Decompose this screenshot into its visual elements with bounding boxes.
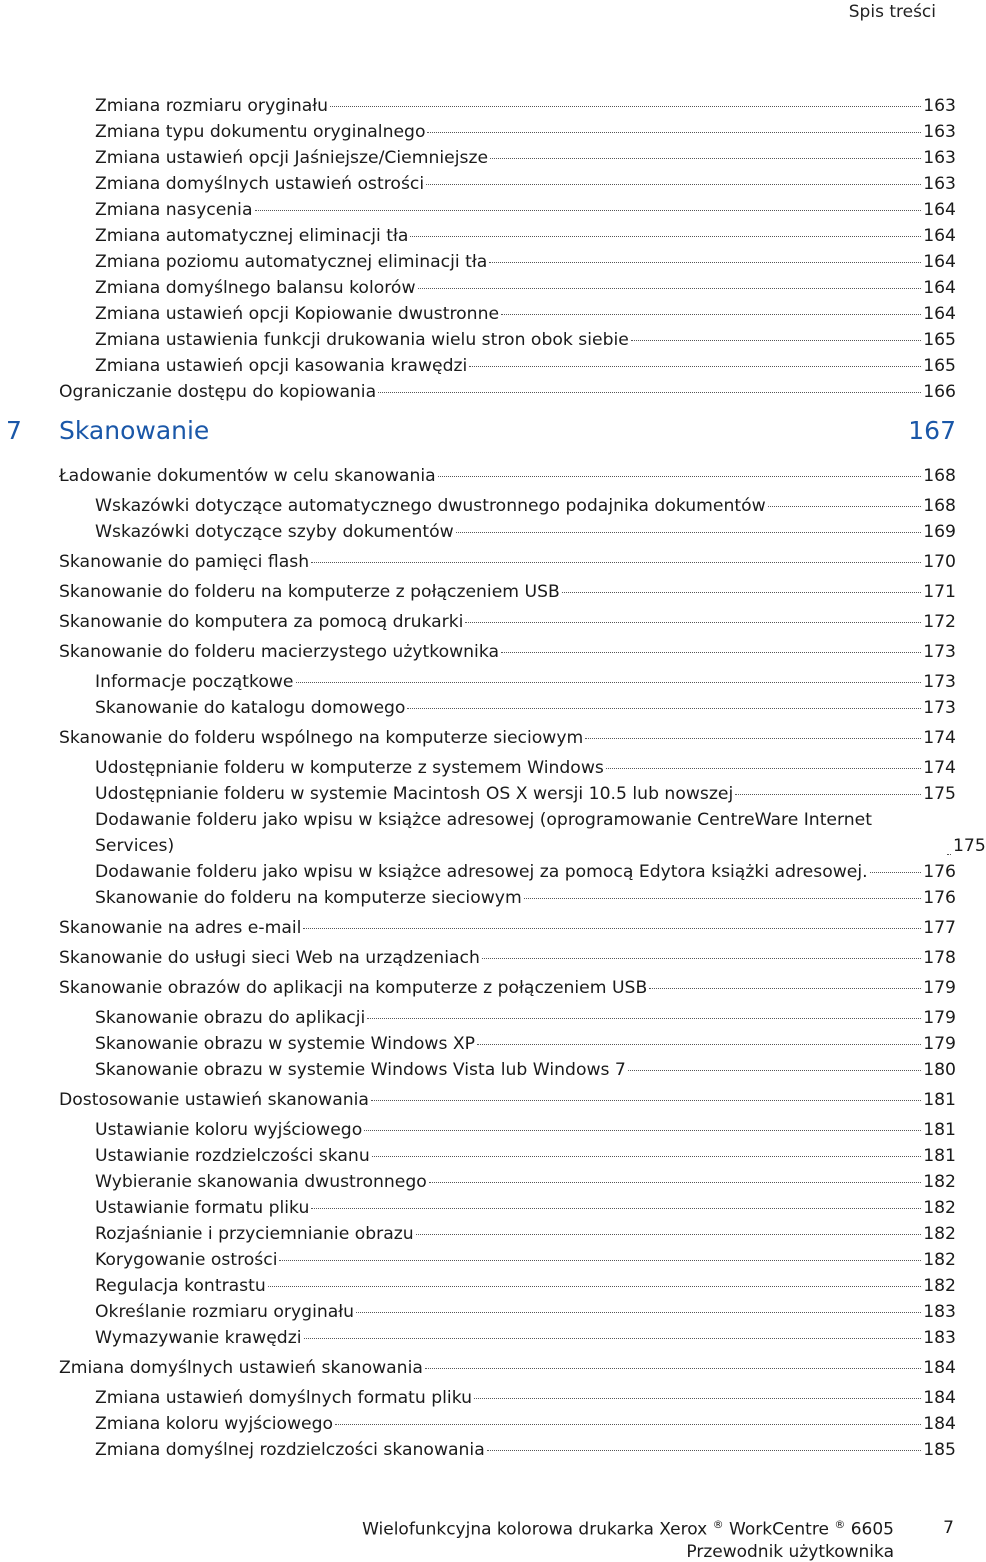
toc-entry-title: Zmiana poziomu automatycznej eliminacji tła xyxy=(95,252,488,272)
toc-entry[interactable] xyxy=(0,1299,956,1325)
toc-entry-page: 168 xyxy=(923,466,956,486)
toc-entry[interactable] xyxy=(0,1031,956,1057)
toc-entry-page: 163 xyxy=(923,96,956,116)
toc-entry-page: 170 xyxy=(923,552,956,572)
dot-leader xyxy=(649,988,921,989)
toc-entry[interactable] xyxy=(0,975,956,1001)
toc-entry-page: 166 xyxy=(923,382,956,402)
toc-entry[interactable] xyxy=(0,379,956,405)
toc-entry[interactable] xyxy=(0,197,956,223)
dot-leader xyxy=(356,1312,921,1313)
toc-entry-title: Skanowanie do katalogu domowego xyxy=(95,698,406,718)
toc-entry-title: Ustawianie formatu pliku xyxy=(95,1198,310,1218)
toc-entry[interactable] xyxy=(0,695,956,721)
toc-entry-page: 164 xyxy=(923,278,956,298)
toc-entry[interactable] xyxy=(0,1195,956,1221)
toc-entry-title: Zmiana rozmiaru oryginału xyxy=(95,96,329,116)
dot-leader xyxy=(631,340,921,341)
toc-entry-page: 164 xyxy=(923,304,956,324)
dot-leader xyxy=(429,1182,921,1183)
registered-mark: ® xyxy=(712,1518,724,1531)
toc-entry-page: 184 xyxy=(923,1388,956,1408)
toc-entry[interactable] xyxy=(0,1221,956,1247)
toc-entry[interactable] xyxy=(0,669,956,695)
toc-entry-page: 181 xyxy=(923,1090,956,1110)
toc-entry-title: Informacje początkowe xyxy=(95,672,294,692)
toc-entry-title: Skanowanie do folderu macierzystego użytkownika xyxy=(59,642,500,662)
toc-entry[interactable] xyxy=(0,1355,956,1381)
toc-entry-title: Skanowanie do folderu wspólnego na komputerze sieciowym xyxy=(59,728,584,748)
footer-guide: Przewodnik użytkownika xyxy=(686,1542,894,1562)
toc-entry-page: 163 xyxy=(923,122,956,142)
toc-entry-page: 182 xyxy=(923,1250,956,1270)
dot-leader xyxy=(255,210,922,211)
toc-entry[interactable] xyxy=(0,1247,956,1273)
toc-entry-title: Ograniczanie dostępu do kopiowania xyxy=(59,382,377,402)
dot-leader xyxy=(469,366,921,367)
toc-top-list xyxy=(0,93,956,405)
toc-entry-title: Udostępnianie folderu w systemie Macintosh OS X wersji 10.5 lub nowszej xyxy=(95,784,734,804)
toc-entry-page: 169 xyxy=(923,522,956,542)
toc-entry-title: Zmiana ustawień opcji Jaśniejsze/Ciemniejsze xyxy=(95,148,489,168)
toc-entry-title: Skanowanie do pamięci flash xyxy=(59,552,310,572)
toc-entry-page: 173 xyxy=(923,698,956,718)
dot-leader xyxy=(335,1424,921,1425)
toc-entry-title: Skanowanie do komputera za pomocą drukarki xyxy=(59,612,464,632)
dot-leader xyxy=(279,1260,921,1261)
dot-leader xyxy=(477,1044,921,1045)
dot-leader xyxy=(304,1338,922,1339)
toc-entry-title: Zmiana nasycenia xyxy=(95,200,253,220)
toc-entry-page: 164 xyxy=(923,252,956,272)
toc-entry[interactable] xyxy=(0,945,956,971)
dot-leader xyxy=(501,314,921,315)
toc-entry-page: 163 xyxy=(923,174,956,194)
dot-leader xyxy=(311,1208,921,1209)
dot-leader xyxy=(364,1130,921,1131)
dot-leader xyxy=(311,562,921,563)
toc-entry[interactable] xyxy=(0,493,956,519)
toc-entry-page: 164 xyxy=(923,226,956,246)
toc-entry-page: 181 xyxy=(923,1146,956,1166)
toc-entry[interactable] xyxy=(0,579,956,605)
toc-entry-page: 183 xyxy=(923,1302,956,1322)
toc-entry-title: Dodawanie folderu jako wpisu w książce adresowej (oprogramowanie CentreWare Internet Services) xyxy=(95,810,872,856)
toc-entry[interactable] xyxy=(0,171,956,197)
toc-entry-page: 175 xyxy=(953,836,986,856)
toc-entry[interactable] xyxy=(0,609,956,635)
toc-entry[interactable] xyxy=(0,223,956,249)
toc-entry-title: Zmiana domyślnych ustawień skanowania xyxy=(59,1358,423,1378)
toc-entry[interactable] xyxy=(0,639,956,665)
dot-leader xyxy=(474,1398,921,1399)
toc-entry-page: 171 xyxy=(923,582,956,602)
dot-leader xyxy=(735,794,921,795)
toc-chapter-list xyxy=(0,463,986,1463)
toc-entry[interactable] xyxy=(0,859,956,885)
toc-entry[interactable] xyxy=(0,1057,956,1083)
dot-leader xyxy=(367,1018,921,1019)
toc-entry[interactable] xyxy=(0,915,956,941)
toc-entry-title: Zmiana typu dokumentu oryginalnego xyxy=(95,122,426,142)
toc-entry-page: 175 xyxy=(923,784,956,804)
toc-entry[interactable] xyxy=(0,1411,956,1437)
toc-entry[interactable] xyxy=(0,549,956,575)
toc-entry[interactable] xyxy=(0,275,956,301)
chapter-title: Skanowanie xyxy=(59,416,210,445)
toc-entry-title: Korygowanie ostrości xyxy=(95,1250,278,1270)
toc-entry-page: 173 xyxy=(923,672,956,692)
dot-leader xyxy=(378,392,921,393)
toc-entry-title: Skanowanie do usługi sieci Web na urządzeniach xyxy=(59,948,480,968)
dot-leader xyxy=(524,898,922,899)
toc-entry-title: Dodawanie folderu jako wpisu w książce adresowej za pomocą Edytora książki adresowej. xyxy=(95,862,868,882)
toc-entry[interactable] xyxy=(0,1005,956,1031)
toc-entry[interactable] xyxy=(0,1117,956,1143)
section-header: Spis treści xyxy=(848,2,936,22)
dot-leader xyxy=(490,158,921,159)
toc-entry-title: Zmiana automatycznej eliminacji tła xyxy=(95,226,409,246)
dot-leader xyxy=(268,1286,921,1287)
dot-leader xyxy=(303,928,921,929)
toc-entry[interactable] xyxy=(0,93,956,119)
toc-entry-title: Ładowanie dokumentów w celu skanowania xyxy=(59,466,436,486)
dot-leader xyxy=(296,682,922,683)
dot-leader xyxy=(372,1156,921,1157)
toc-entry-title: Zmiana ustawień opcji Kopiowanie dwustronne xyxy=(95,304,500,324)
toc-entry[interactable] xyxy=(0,249,956,275)
toc-entry[interactable] xyxy=(0,1385,956,1411)
toc-entry-page: 179 xyxy=(923,1008,956,1028)
toc-entry-page: 176 xyxy=(923,862,956,882)
toc-entry[interactable] xyxy=(0,1437,956,1463)
dot-leader xyxy=(456,532,921,533)
toc-entry[interactable] xyxy=(0,885,956,911)
toc-entry-title: Skanowanie obrazów do aplikacji na komputerze z połączeniem USB xyxy=(59,978,648,998)
dot-leader xyxy=(947,854,951,855)
toc-entry-title: Skanowanie do folderu na komputerze sieciowym xyxy=(95,888,522,908)
toc-entry-title: Zmiana koloru wyjściowego xyxy=(95,1414,334,1434)
toc-entry-page: 172 xyxy=(923,612,956,632)
toc-entry-page: 165 xyxy=(923,356,956,376)
dot-leader xyxy=(489,262,921,263)
toc-entry-title: Zmiana ustawień domyślnych formatu pliku xyxy=(95,1388,473,1408)
toc-entry[interactable] xyxy=(0,519,956,545)
toc-entry-page: 184 xyxy=(923,1358,956,1378)
toc-entry-page: 182 xyxy=(923,1172,956,1192)
toc-entry-title: Zmiana domyślnej rozdzielczości skanowania xyxy=(95,1440,485,1460)
toc-entry-title: Rozjaśnianie i przyciemnianie obrazu xyxy=(95,1224,414,1244)
toc-entry[interactable] xyxy=(0,1169,956,1195)
toc-entry[interactable] xyxy=(0,725,956,751)
toc-entry-page: 165 xyxy=(923,330,956,350)
toc-entry-title: Wskazówki dotyczące szyby dokumentów xyxy=(95,522,454,542)
toc-entry[interactable] xyxy=(0,1325,956,1351)
toc-entry[interactable] xyxy=(0,301,956,327)
toc-entry-page: 164 xyxy=(923,200,956,220)
toc-entry-title: Skanowanie obrazu w systemie Windows Vista lub Windows 7 xyxy=(95,1060,626,1080)
toc-entry-title: Zmiana ustawień opcji kasowania krawędzi xyxy=(95,356,468,376)
dot-leader xyxy=(410,236,921,237)
toc-entry-title: Wymazywanie krawędzi xyxy=(95,1328,302,1348)
toc-entry-title: Wskazówki dotyczące automatycznego dwustronnego podajnika dokumentów xyxy=(95,496,766,516)
toc-entry[interactable] xyxy=(0,781,956,807)
registered-mark-2: ® xyxy=(834,1518,846,1531)
toc-entry-page: 182 xyxy=(923,1276,956,1296)
toc-entry-page: 179 xyxy=(923,978,956,998)
toc-entry-title: Udostępnianie folderu w komputerze z systemem Windows xyxy=(95,758,604,778)
toc-entry-page: 184 xyxy=(923,1414,956,1434)
toc-entry-title: Ustawianie rozdzielczości skanu xyxy=(95,1146,370,1166)
toc-entry-page: 174 xyxy=(923,728,956,748)
dot-leader xyxy=(418,288,922,289)
toc-entry-title: Skanowanie obrazu w systemie Windows XP xyxy=(95,1034,475,1054)
toc-entry-title: Skanowanie na adres e-mail xyxy=(59,918,302,938)
toc-entry-title: Zmiana domyślnych ustawień ostrości xyxy=(95,174,425,194)
toc-entry-page: 173 xyxy=(923,642,956,662)
toc-entry-title: Ustawianie koloru wyjściowego xyxy=(95,1120,363,1140)
footer-model-number: 6605 xyxy=(850,1519,894,1540)
footer-product xyxy=(362,1518,894,1540)
toc-entry-page: 176 xyxy=(923,888,956,908)
toc-entry-title: Dostosowanie ustawień skanowania xyxy=(59,1090,369,1110)
toc-entry-page: 180 xyxy=(923,1060,956,1080)
toc-entry-page: 163 xyxy=(923,148,956,168)
toc-entry-title: Określanie rozmiaru oryginału xyxy=(95,1302,355,1322)
chapter-heading[interactable] xyxy=(0,409,956,453)
chapter-page: 167 xyxy=(908,416,956,445)
dot-leader xyxy=(465,622,921,623)
page-number: 7 xyxy=(943,1518,954,1538)
dot-leader xyxy=(371,1100,921,1101)
toc-entry-title: Zmiana domyślnego balansu kolorów xyxy=(95,278,416,298)
footer-product-model: WorkCentre xyxy=(729,1519,829,1540)
dot-leader xyxy=(606,768,921,769)
toc-entry-title: Regulacja kontrastu xyxy=(95,1276,266,1296)
toc-entry[interactable] xyxy=(0,119,956,145)
toc-entry-page: 174 xyxy=(923,758,956,778)
toc-entry-page: 182 xyxy=(923,1224,956,1244)
dot-leader xyxy=(870,872,922,873)
toc-entry-page: 183 xyxy=(923,1328,956,1348)
toc-entry[interactable] xyxy=(0,353,956,379)
toc-entry[interactable] xyxy=(0,327,956,353)
dot-leader xyxy=(416,1234,922,1235)
dot-leader xyxy=(585,738,921,739)
toc-entry-title: Skanowanie obrazu do aplikacji xyxy=(95,1008,366,1028)
dot-leader xyxy=(768,506,922,507)
toc-entry[interactable] xyxy=(0,1143,956,1169)
toc-entry-title: Wybieranie skanowania dwustronnego xyxy=(95,1172,427,1192)
dot-leader xyxy=(628,1070,921,1071)
toc-entry-page: 168 xyxy=(923,496,956,516)
toc-entry-page: 177 xyxy=(923,918,956,938)
dot-leader xyxy=(482,958,921,959)
dot-leader xyxy=(407,708,921,709)
toc-entry-title: Skanowanie do folderu na komputerze z połączeniem USB xyxy=(59,582,560,602)
toc-entry[interactable] xyxy=(0,1087,956,1113)
toc-entry[interactable] xyxy=(0,755,956,781)
dot-leader xyxy=(487,1450,921,1451)
dot-leader xyxy=(426,184,921,185)
dot-leader xyxy=(562,592,921,593)
chapter-number: 7 xyxy=(6,416,22,445)
toc-entry-title: Zmiana ustawienia funkcji drukowania wielu stron obok siebie xyxy=(95,330,629,350)
toc-entry[interactable] xyxy=(0,145,956,171)
dot-leader xyxy=(438,476,922,477)
toc-entry-page: 181 xyxy=(923,1120,956,1140)
dot-leader xyxy=(427,132,921,133)
dot-leader xyxy=(501,652,921,653)
toc-entry-page: 179 xyxy=(923,1034,956,1054)
toc-entry[interactable] xyxy=(0,1273,956,1299)
dot-leader xyxy=(330,106,921,107)
toc-entry-page: 178 xyxy=(923,948,956,968)
dot-leader xyxy=(425,1368,921,1369)
toc-entry[interactable] xyxy=(0,463,956,489)
table-of-contents xyxy=(0,93,986,1463)
toc-entry-page: 182 xyxy=(923,1198,956,1218)
footer-product-prefix: Wielofunkcyjna kolorowa drukarka Xerox xyxy=(362,1519,708,1540)
toc-entry-page: 185 xyxy=(923,1440,956,1460)
toc-entry[interactable] xyxy=(0,807,986,859)
